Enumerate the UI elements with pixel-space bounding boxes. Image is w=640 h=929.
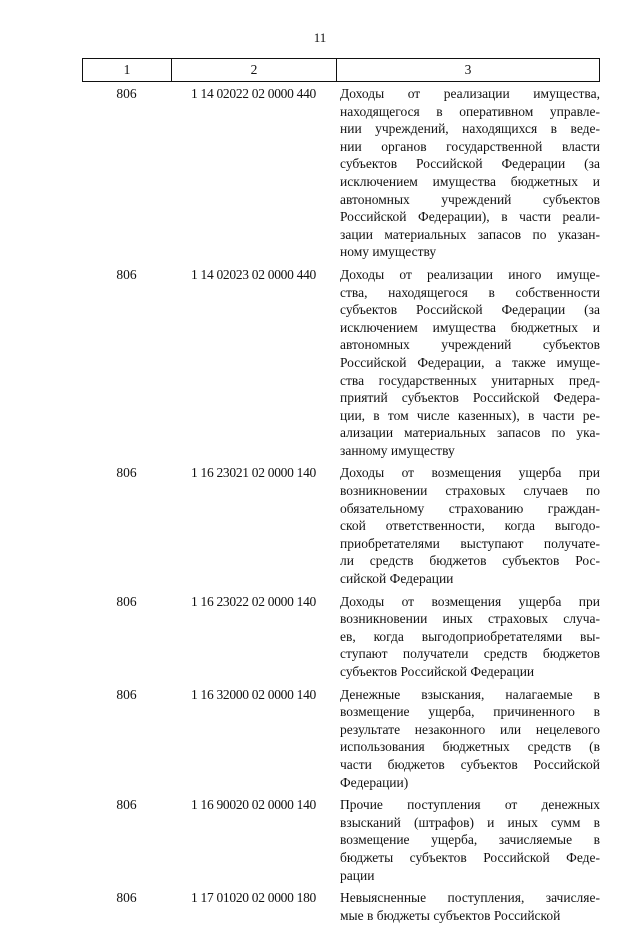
- kbk-code-cell: 1 16 90020 02 0000 140: [190, 797, 317, 813]
- description-line: мые в бюджеты субъектов Российской: [340, 907, 561, 923]
- table-row: [82, 889, 600, 924]
- description-line: приобретателями выступают получате-: [340, 535, 600, 551]
- page-number: 11: [313, 30, 327, 45]
- admin-code-cell: 806: [116, 465, 137, 481]
- description-line: автономных учреждений субъектов: [340, 337, 600, 353]
- description-line: субъектов Российской Федерации (за: [340, 156, 600, 172]
- header-col-1: 1: [83, 59, 172, 81]
- description-line: возникновении иных страховых случа-: [340, 611, 600, 627]
- description-line: использования бюджетных средств (в: [340, 739, 600, 755]
- description-line: бюджеты субъектов Российской Феде-: [340, 849, 600, 865]
- description-line: взысканий (штрафов) и иных сумм в: [340, 814, 600, 830]
- description-line: ства государственных унитарных пред-: [340, 372, 600, 388]
- description-line: Российской Федерации, а также имуще-: [340, 354, 600, 370]
- description-line: результате незаконного или нецелевого: [340, 721, 600, 737]
- description-line: возмещение ущерба, причиненного в: [340, 704, 600, 720]
- kbk-code-cell: 1 14 02023 02 0000 440: [190, 266, 317, 282]
- kbk-code-cell: 1 16 32000 02 0000 140: [190, 686, 317, 702]
- description-cell: [336, 796, 600, 884]
- description-line: находящегося в оперативном управле-: [340, 103, 600, 119]
- description-line: обязательному страхованию граждан-: [340, 500, 600, 516]
- kbk-code-cell: 1 16 23021 02 0000 140: [190, 465, 317, 481]
- kbk-code-cell: 1 14 02022 02 0000 440: [190, 86, 317, 101]
- kbk-code-cell: 1 16 23022 02 0000 140: [190, 593, 317, 609]
- description-line: Денежные взыскания, налагаемые в: [340, 686, 600, 702]
- description-line: Доходы от реализации иного имуще-: [340, 266, 600, 282]
- description-cell: [336, 889, 600, 924]
- description-line: зации материальных запасов по указан-: [340, 226, 600, 242]
- header-col-2: 2: [172, 59, 337, 81]
- table-row: [82, 686, 600, 792]
- header-col-3: 3: [464, 62, 472, 77]
- table-row: [82, 593, 600, 681]
- description-line: ступают получатели средств бюджетов: [340, 646, 600, 662]
- description-cell: [336, 266, 600, 460]
- admin-code-cell: 806: [116, 86, 137, 101]
- description-line: ному имуществу: [340, 244, 437, 260]
- description-cell: [336, 593, 600, 681]
- description-line: Невыясненные поступления, зачисляе-: [340, 890, 600, 906]
- description-line: Доходы от возмещения ущерба при: [340, 465, 600, 481]
- description-line: Прочие поступления от денежных: [340, 797, 600, 813]
- description-line: ства, находящегося в собственности: [340, 284, 600, 300]
- description-line: занному имуществу: [340, 442, 455, 458]
- description-line: Федерации): [340, 774, 409, 790]
- description-line: сийской Федерации: [340, 571, 454, 587]
- description-line: возникновении страховых случаев по: [340, 483, 600, 499]
- description-line: рации: [340, 867, 375, 883]
- description-line: части бюджетов субъектов Российской: [340, 756, 600, 772]
- description-line: субъектов Российской Федерации: [340, 664, 535, 679]
- description-line: приятий субъектов Российской Федера-: [340, 390, 600, 406]
- description-line: ев, когда выгодоприобретателями вы-: [340, 628, 600, 644]
- description-line: субъектов Российской Федерации (за: [340, 302, 600, 318]
- description-line: исключением имущества бюджетных и: [340, 173, 600, 189]
- description-line: ли средств бюджетов субъектов Рос-: [340, 553, 600, 569]
- description-cell: [336, 464, 600, 587]
- admin-code-cell: 806: [116, 797, 137, 813]
- admin-code-cell: 806: [116, 890, 137, 906]
- kbk-code-cell: 1 17 01020 02 0000 180: [190, 890, 317, 906]
- table-header: [82, 58, 600, 82]
- table-row: [82, 796, 600, 884]
- table-body: [82, 85, 600, 929]
- table-row: [82, 85, 600, 261]
- description-line: нии учреждений, находящихся в веде-: [340, 121, 600, 137]
- description-line: ции, в том числе казенных), в части ре-: [340, 407, 600, 423]
- admin-code-cell: 806: [116, 266, 137, 282]
- admin-code-cell: 806: [116, 686, 137, 702]
- description-line: нии органов государственной власти: [340, 138, 600, 154]
- description-line: Российской Федерации), в части реали-: [340, 209, 600, 225]
- admin-code-cell: 806: [116, 593, 137, 609]
- description-cell: [336, 686, 600, 792]
- description-cell: [336, 85, 600, 261]
- table-row: [82, 266, 600, 460]
- description-line: возмещение ущерба, зачисляемые в: [340, 832, 600, 848]
- description-line: исключением имущества бюджетных и: [340, 319, 600, 335]
- description-line: автономных учреждений субъектов: [340, 191, 600, 207]
- description-line: ализации материальных запасов по ука-: [340, 425, 600, 441]
- description-line: ской ответственности, когда выгодо-: [340, 518, 600, 534]
- description-line: Доходы от реализации имущества,: [340, 86, 600, 101]
- description-line: Доходы от возмещения ущерба при: [340, 593, 600, 609]
- table-row: [82, 464, 600, 587]
